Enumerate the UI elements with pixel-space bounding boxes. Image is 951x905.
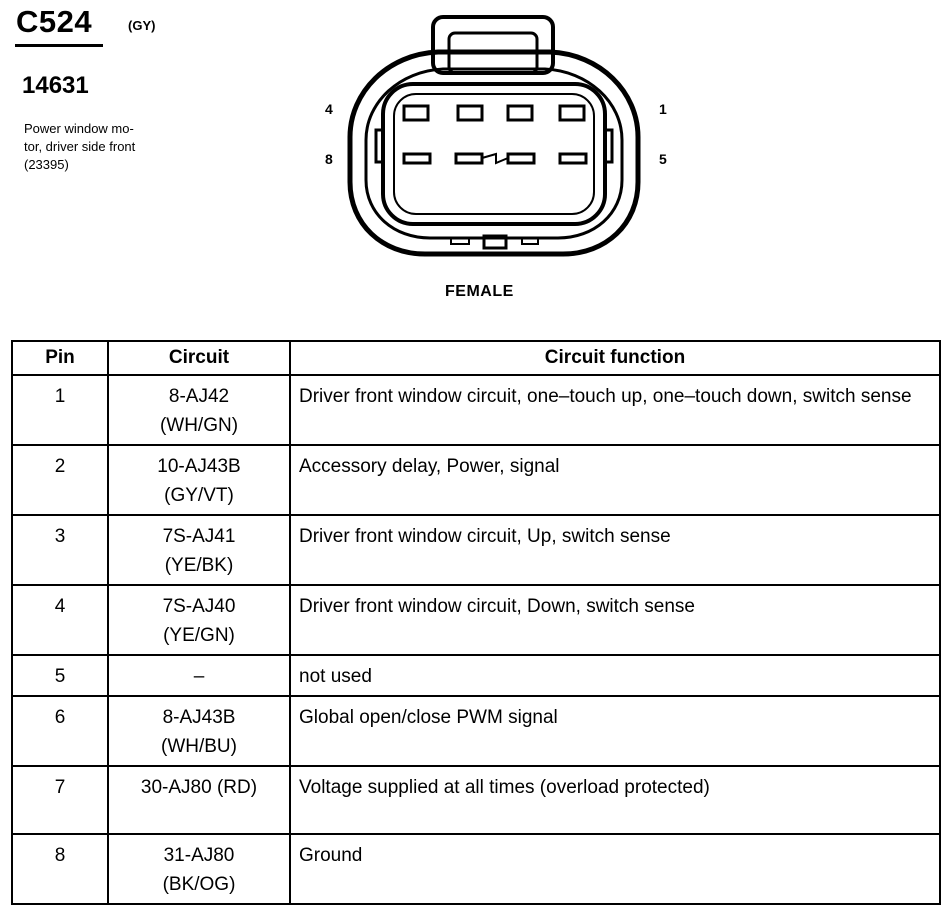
pin-cell: 1 (12, 375, 108, 445)
circuit-code: 7S-AJ40 (162, 596, 236, 617)
table-row (12, 766, 940, 834)
function-cell: Ground (290, 834, 940, 904)
table-header-row (12, 341, 940, 375)
pin-cell: 6 (12, 696, 108, 766)
pin-label-5: 5 (659, 151, 667, 167)
part-number: 14631 (22, 72, 89, 99)
table-row (12, 445, 940, 515)
circuit-code: 31-AJ80 (163, 845, 235, 866)
circuit-cell (108, 696, 290, 766)
circuit-code: 10-AJ43B (157, 456, 241, 477)
table-row (12, 515, 940, 585)
function-cell: Driver front window circuit, Up, switch sense (290, 515, 940, 585)
table-row (12, 696, 940, 766)
terminal-6 (508, 154, 534, 163)
terminal-1 (560, 106, 584, 120)
circuit-cell: 30-AJ80 (RD) (108, 766, 290, 834)
function-cell: Global open/close PWM signal (290, 696, 940, 766)
connector-color: (GY) (128, 18, 156, 33)
bottom-slot-left (451, 238, 469, 244)
wire-color: (BK/OG) (162, 874, 236, 895)
terminal-4 (404, 106, 428, 120)
header-circuit-function: Circuit function (290, 341, 940, 375)
function-cell: Voltage supplied at all times (overload protected) (290, 766, 940, 834)
function-cell: Accessory delay, Power, signal (290, 445, 940, 515)
terminal-7 (456, 154, 482, 163)
circuit-cell (108, 375, 290, 445)
pin-label-1: 1 (659, 101, 667, 117)
pin-label-8: 8 (325, 151, 333, 167)
connector-id: C524 (16, 4, 93, 39)
table-row (12, 655, 940, 696)
terminal-3 (458, 106, 482, 120)
pin-cell: 3 (12, 515, 108, 585)
circuit-cell (108, 445, 290, 515)
terminal-5 (560, 154, 586, 163)
terminal-bridge (482, 154, 508, 163)
connector-gender: FEMALE (445, 283, 514, 300)
wire-color: (WH/BU) (161, 736, 237, 757)
pin-label-4: 4 (325, 101, 333, 117)
table-row (12, 375, 940, 445)
circuit-cell (108, 585, 290, 655)
wire-color: (YE/GN) (163, 625, 235, 646)
connector-face-diagram (338, 12, 650, 262)
pin-cell: 5 (12, 655, 108, 696)
connector-latch (433, 17, 553, 73)
table-row (12, 585, 940, 655)
header-pin: Pin (12, 341, 108, 375)
pin-cell: 4 (12, 585, 108, 655)
header-circuit: Circuit (108, 341, 290, 375)
description-line: (23395) (24, 157, 69, 172)
function-cell: Driver front window circuit, one–touch up, one–touch down, switch sense (290, 375, 940, 445)
connector-id-underline (15, 44, 103, 47)
pin-cell: 8 (12, 834, 108, 904)
bottom-slot-right (522, 238, 538, 244)
function-cell: not used (290, 655, 940, 696)
circuit-code: 8-AJ43B (162, 707, 236, 728)
terminal-2 (508, 106, 532, 120)
pin-cell: 2 (12, 445, 108, 515)
circuit-code: 8-AJ42 (168, 386, 230, 407)
circuit-cell (108, 834, 290, 904)
circuit-code: 7S-AJ41 (162, 526, 236, 547)
pinout-table (11, 340, 941, 905)
wire-color: (YE/BK) (164, 555, 234, 576)
circuit-cell (108, 515, 290, 585)
wire-color: (WH/GN) (159, 415, 239, 436)
description-line: tor, driver side front (24, 139, 136, 154)
circuit-cell: – (108, 655, 290, 696)
pin-cell: 7 (12, 766, 108, 834)
description-line: Power window mo- (24, 121, 134, 136)
function-cell: Driver front window circuit, Down, switch sense (290, 585, 940, 655)
connector-description (24, 120, 189, 174)
table-row (12, 834, 940, 904)
wire-color: (GY/VT) (164, 485, 234, 506)
terminal-8 (404, 154, 430, 163)
